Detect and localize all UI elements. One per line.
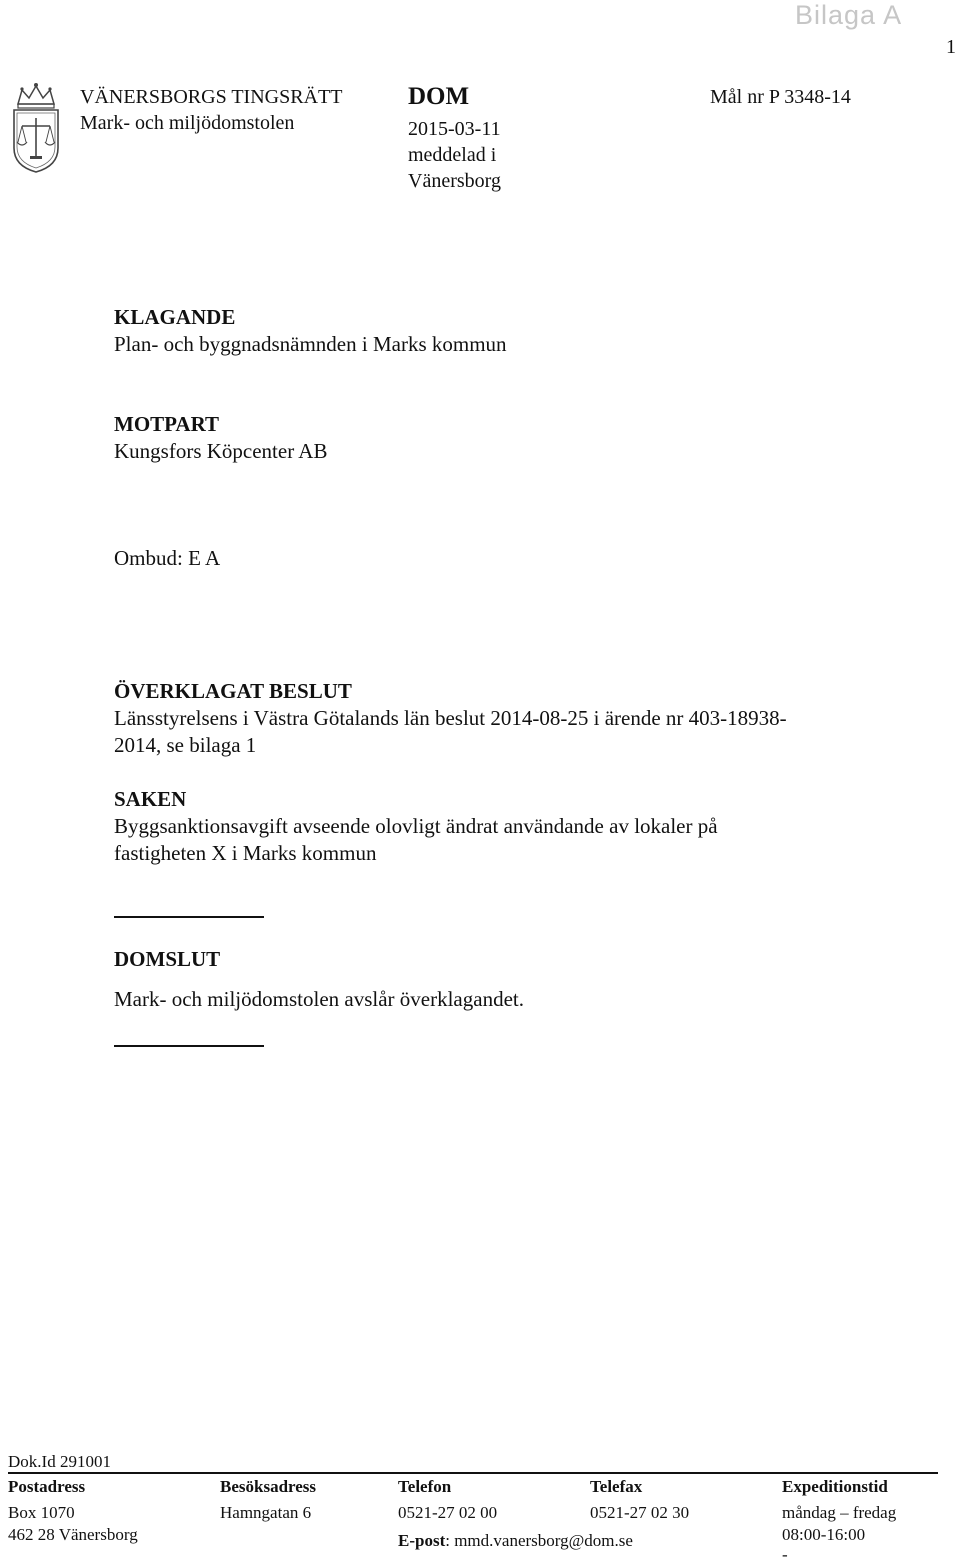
- document-id: Dok.Id 291001: [8, 1452, 111, 1471]
- saken-heading: SAKEN: [114, 787, 187, 811]
- footer-email-value[interactable]: : mmd.vanersborg@dom.se: [445, 1531, 633, 1550]
- footer-postal-line2: 462 28 Vänersborg: [8, 1525, 138, 1544]
- footer-hours-line3: -: [782, 1545, 788, 1564]
- domslut-text: Mark- och miljödomstolen avslår överklagandet.: [114, 987, 524, 1011]
- footer-hours-line2: 08:00-16:00: [782, 1525, 866, 1544]
- court-seal-icon: [4, 82, 68, 174]
- klagande-text: Plan- och byggnadsnämnden i Marks kommun: [114, 332, 507, 356]
- ombud-text: Ombud: E A: [114, 546, 221, 570]
- page-number: 1: [946, 36, 956, 58]
- announced-label: meddelad i: [408, 144, 497, 166]
- document-date: 2015-03-11: [408, 118, 501, 140]
- motpart-text: Kungsfors Köpcenter AB: [114, 439, 328, 463]
- footer-phone-header: Telefon: [398, 1477, 452, 1496]
- footer-visit-line1: Hamngatan 6: [220, 1503, 312, 1522]
- footer-email[interactable]: [398, 1530, 633, 1552]
- klagande-heading: KLAGANDE: [114, 305, 236, 329]
- overklagat-line1: Länsstyrelsens i Västra Götalands län beslut 2014-08-25 i ärende nr 403-18938-: [114, 706, 787, 730]
- court-name: VÄNERSBORGS TINGSRÄTT: [80, 86, 343, 108]
- announced-place: Vänersborg: [408, 170, 501, 192]
- footer-hours-header: Expeditionstid: [782, 1477, 888, 1496]
- footer-visit-header: Besöksadress: [220, 1477, 317, 1496]
- saken-line2: fastigheten X i Marks kommun: [114, 841, 377, 865]
- court-division: Mark- och miljödomstolen: [80, 112, 295, 134]
- footer-hours-line1: måndag – fredag: [782, 1503, 897, 1522]
- case-number: Mål nr P 3348-14: [710, 86, 851, 108]
- document-type: DOM: [408, 83, 470, 110]
- footer-email-label: E-post: [398, 1531, 446, 1550]
- footer-rule: [8, 1472, 938, 1474]
- footer-fax-header: Telefax: [590, 1477, 643, 1496]
- footer-postal-header: Postadress: [8, 1477, 86, 1496]
- saken-line1: Byggsanktionsavgift avseende olovligt ändrat användande av lokaler på: [114, 814, 718, 838]
- separator-line: [114, 916, 264, 918]
- overklagat-line2: 2014, se bilaga 1: [114, 733, 257, 757]
- motpart-heading: MOTPART: [114, 412, 220, 436]
- separator-line: [114, 1045, 264, 1047]
- footer-fax-line1: 0521-27 02 30: [590, 1503, 690, 1522]
- watermark: Bilaga A: [795, 0, 903, 30]
- domslut-heading: DOMSLUT: [114, 947, 221, 971]
- footer-phone-line1: 0521-27 02 00: [398, 1503, 498, 1522]
- footer-postal-line1: Box 1070: [8, 1503, 75, 1522]
- overklagat-heading: ÖVERKLAGAT BESLUT: [114, 679, 352, 703]
